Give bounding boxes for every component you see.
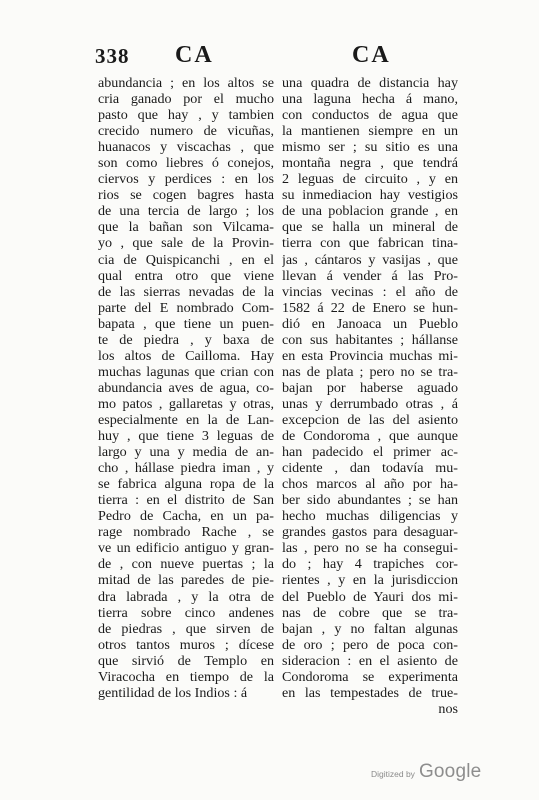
text-line: sideracion : en el asiento de [282, 652, 458, 669]
text-line: nas de cobre que se tra- [282, 604, 458, 621]
text-line: bapata , que tiene un puen- [98, 315, 274, 332]
text-line: con conductos de agua que [282, 107, 458, 124]
text-line: gentilidad de los Indios : á [98, 684, 248, 701]
text-line: bajan , y no faltan algunas [282, 620, 458, 637]
text-line: dió en Janoaca un Pueblo [282, 315, 458, 332]
text-line: de piedras , que sirven de [98, 620, 274, 637]
text-line: de una tercia de largo ; los [98, 203, 274, 220]
text-line: mitad de las paredes de pie- [98, 572, 274, 589]
text-line: qual entra otro que viene [98, 267, 274, 284]
text-line: que la bañan son Vilcama- [98, 219, 274, 236]
text-line: huy , que tiene 3 leguas de [98, 428, 274, 445]
text-line: llevan á vender á las Pro- [282, 267, 458, 284]
left-column [98, 75, 274, 701]
text-line: grandes gastos para desaguar- [282, 524, 458, 541]
text-line: una quadra de distancia hay [282, 75, 458, 91]
text-line: chos marcos al año por ha- [282, 476, 458, 493]
text-line: son como liebres ó conejos, [98, 155, 274, 172]
text-line: otros tantos muros ; dícese [98, 636, 274, 653]
text-line: los altos de Cailloma. Hay [98, 347, 274, 364]
text-line: largo y una y media de an- [98, 444, 274, 461]
text-line: una laguna hecha á mano, [282, 91, 458, 108]
text-line: ve un edificio antiguo y gran- [98, 540, 274, 557]
text-line: rientes , y en la jurisdiccion [282, 572, 458, 589]
text-line: mo patos , gallaretas y otras, [98, 395, 274, 412]
text-line: que sirvió de Templo en [98, 652, 274, 669]
text-line: parte del E nombrado Com- [98, 299, 274, 316]
text-line: dra labrada , y la otra de [98, 588, 274, 605]
text-line: de Condoroma , que aunque [282, 428, 458, 445]
text-line: cria ganado por el mucho [98, 91, 274, 108]
text-line: Viracocha en tiempo de la [98, 668, 274, 685]
text-line: cho , hállase piedra iman , y [98, 460, 274, 477]
text-line: Pedro de Cacha, en un pa- [98, 508, 274, 525]
text-line: pasto que hay , y tambien [98, 107, 274, 124]
text-line: tierra con que fabrican tina- [282, 235, 458, 252]
text-line: muchas lagunas que crian con [98, 363, 274, 380]
text-line: 2 leguas de circuito , y en [282, 171, 458, 188]
text-line: nos [438, 700, 458, 717]
text-line: cidente , dan todavía mu- [282, 460, 458, 477]
text-line: rios se cogen bagres hasta [98, 187, 274, 204]
text-line: unas y derrumbado otras , á [282, 395, 458, 412]
text-line: crecido numero de vicuñas, [98, 123, 274, 140]
running-head-left: CA [175, 42, 214, 68]
text-line: mismo ser ; su sitio es una [282, 139, 458, 156]
text-line: han padecido el primer ac- [282, 444, 458, 461]
text-line: ber sido abundantes ; se han [282, 492, 458, 509]
text-line: ciervos y perdices : en los [98, 171, 274, 188]
text-line: cia de Quispicanchi , en el [98, 251, 274, 268]
page-header [95, 44, 465, 74]
text-line: abundancia ; en los altos se [98, 75, 274, 91]
text-line: especialmente en la de Lan- [98, 411, 274, 428]
text-line: huanacos y viscachas , que [98, 139, 274, 156]
text-line: do ; hay 4 trapiches cor- [282, 556, 458, 573]
text-line: bajan por haberse aguado [282, 379, 458, 396]
text-line: jas , cántaros y vasijas , que [282, 251, 458, 268]
text-line: yo , que sale de la Provin- [98, 235, 274, 252]
text-line: tierra : en el distrito de San [98, 492, 274, 509]
page-number: 338 [95, 44, 130, 68]
google-logo: Google [418, 761, 482, 782]
watermark-prefix: Digitized by [371, 769, 415, 779]
text-line: montaña negra , que tendrá [282, 155, 458, 172]
text-line: rage nombrado Rache , se [98, 524, 274, 541]
text-line: de , con nueve puertas ; la [98, 556, 274, 573]
text-line: hecho muchas diligencias y [282, 508, 458, 525]
digitized-watermark [371, 761, 481, 783]
text-line: con sus habitantes ; hállanse [282, 331, 458, 348]
text-line: en esta Provincia muchas mi- [282, 347, 458, 364]
text-line: vincias vecinas : el año de [282, 283, 458, 300]
text-line: las , pero no se ha consegui- [282, 540, 458, 557]
text-line: de las sierras nevadas de la [98, 283, 274, 300]
text-line: del Pueblo de Yauri dos mi- [282, 588, 458, 605]
right-column [282, 75, 458, 717]
running-head-right: CA [352, 42, 391, 68]
text-line: de una poblacion grande , en [282, 203, 458, 220]
text-line: abundancia aves de agua, co- [98, 379, 274, 396]
text-line: se fabrica alguna ropa de la [98, 476, 274, 493]
text-line: Condoroma se experimenta [282, 668, 458, 685]
text-line: tierra sobre cinco andenes [98, 604, 274, 621]
text-line: que se halla un mineral de [282, 219, 458, 236]
text-line: de oro ; pero de poca con- [282, 636, 458, 653]
text-line: en las tempestades de true- [282, 684, 458, 701]
text-line: nas de plata ; pero no se tra- [282, 363, 458, 380]
text-line: su inmediacion hay vestigios [282, 187, 458, 204]
text-line: te de piedra , y baxa de [98, 331, 274, 348]
text-line: excepcion de las del asiento [282, 411, 458, 428]
text-line: 1582 á 22 de Enero se hun- [282, 299, 458, 316]
text-line: la mantienen siempre en un [282, 123, 458, 140]
